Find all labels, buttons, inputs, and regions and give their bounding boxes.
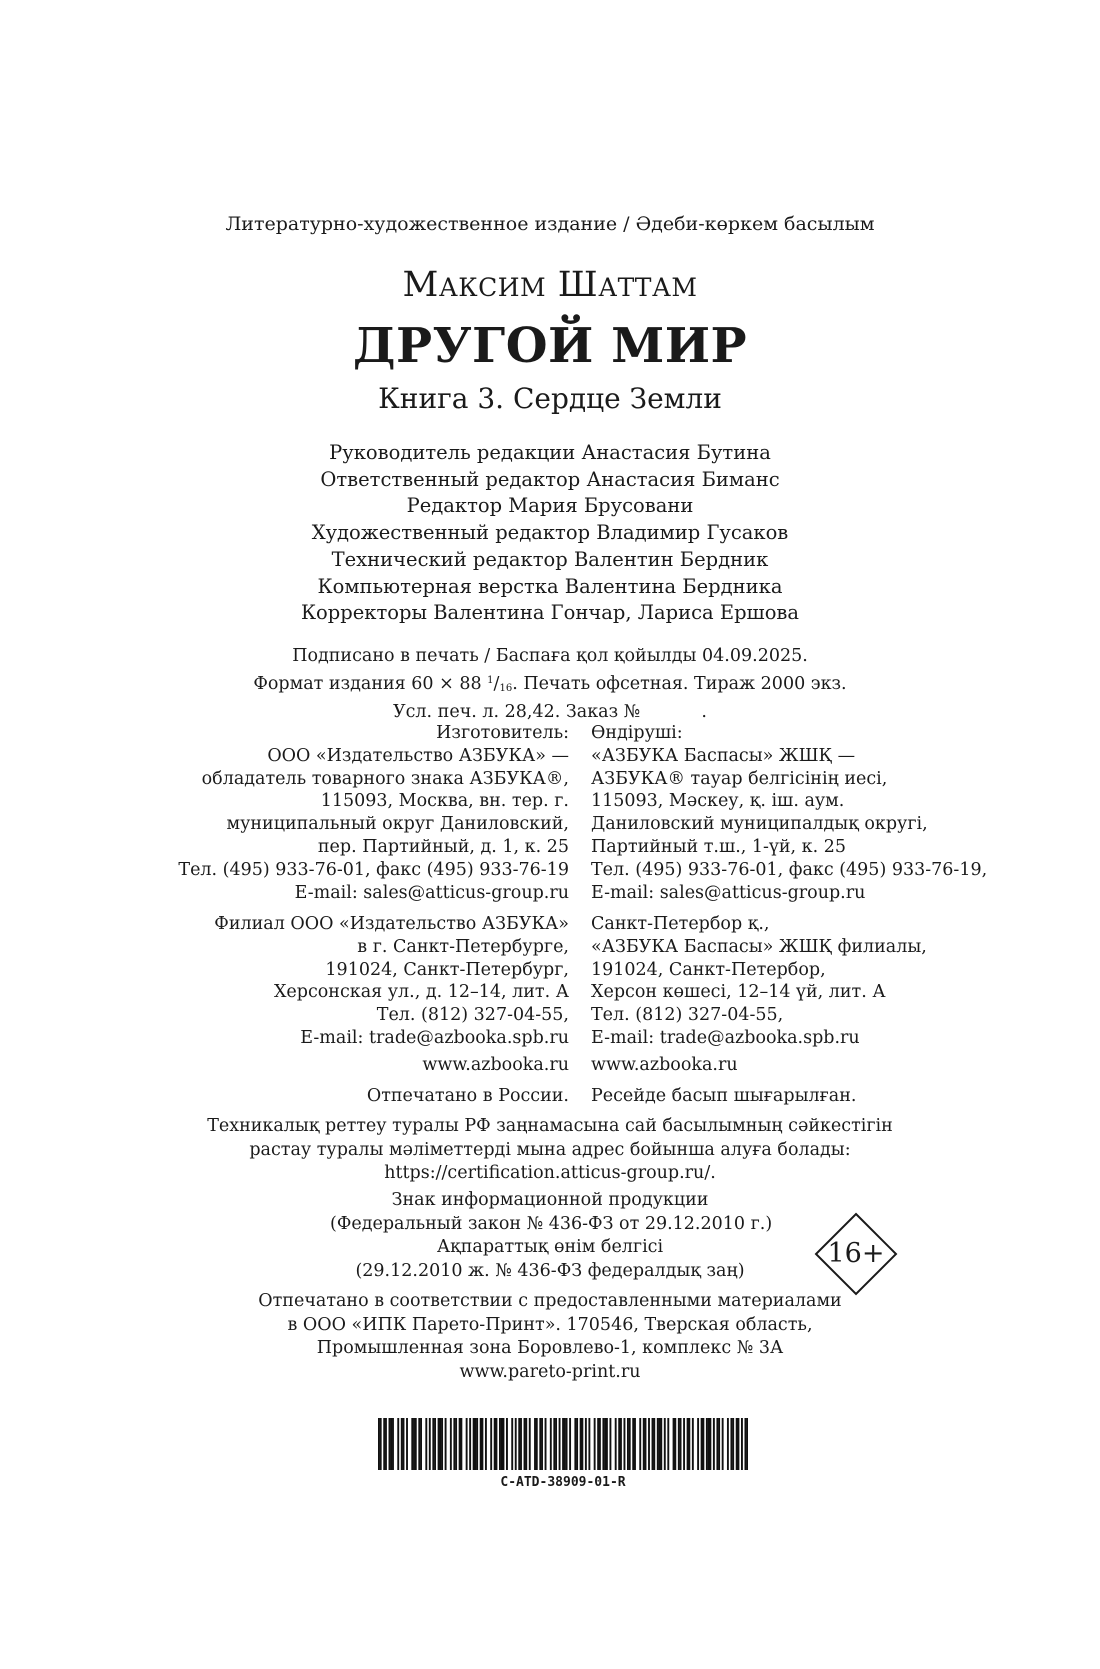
branch-kz-line: Тел. (812) 327-04-55,: [591, 1005, 784, 1026]
barcode-bar: [438, 1418, 440, 1470]
barcode-bar: [667, 1418, 669, 1470]
barcode-bar: [562, 1418, 564, 1470]
credit-line: Корректоры Валентина Гончар, Лариса Ершова: [300, 601, 800, 625]
barcode-bar: [383, 1418, 385, 1470]
branch-kz-line: 191024, Санкт-Петербор,: [591, 959, 826, 980]
barcode-bar: [580, 1418, 582, 1470]
website-kz: www.azbooka.ru: [591, 1055, 738, 1075]
barcode-bar: [459, 1418, 461, 1470]
branch-ru-line: Тел. (812) 327-04-55,: [376, 1005, 569, 1026]
printer-line: Промышленная зона Боровлево-1, комплекс № 3А: [316, 1338, 784, 1358]
barcode-bar: [473, 1418, 475, 1470]
barcode-bar: [708, 1418, 710, 1470]
barcode-bar: [588, 1418, 590, 1470]
barcode-bar: [576, 1418, 578, 1470]
manufacturer-kz-line: 115093, Мәскеу, қ. іш. аум.: [591, 791, 845, 812]
barcode-bar: [439, 1418, 441, 1470]
barcode-bar: [485, 1418, 487, 1470]
barcode-bar: [481, 1418, 483, 1470]
branch-kz-line: Санкт-Петербор қ.,: [591, 914, 770, 934]
barcode-bar: [727, 1418, 729, 1470]
barcode-bar: [657, 1418, 659, 1470]
printer-line: www.pareto-print.ru: [459, 1361, 641, 1382]
barcode-bar: [499, 1418, 501, 1470]
barcode: [378, 1418, 748, 1470]
manufacturer-ru-line: E-mail: sales@atticus-group.ru: [294, 882, 569, 903]
barcode-bar: [495, 1418, 497, 1470]
barcode-bar: [506, 1418, 508, 1470]
barcode-bar: [406, 1418, 408, 1470]
credits-list: [0, 440, 1100, 627]
branch-ru-line: 191024, Санкт-Петербург,: [325, 959, 569, 980]
barcode-bar: [659, 1418, 661, 1470]
credit-line: Компьютерная верстка Валентина Бердника: [317, 574, 783, 598]
manufacturer-ru-line: муниципальный округ Даниловский,: [226, 814, 569, 835]
barcode-bar: [511, 1418, 513, 1470]
barcode-bar: [736, 1418, 738, 1470]
branch-ru-line: в г. Санкт-Петербурге,: [357, 936, 569, 957]
barcode-bar: [673, 1418, 675, 1470]
barcode-bar: [536, 1418, 538, 1470]
certification-line: Техникалық реттеу туралы РФ заңнамасына сай басылымның сәйкестігін: [207, 1116, 893, 1136]
manufacturer-ru-line: 115093, Москва, вн. тер. г.: [320, 791, 569, 812]
barcode-bar: [566, 1418, 568, 1470]
barcode-bar: [688, 1418, 690, 1470]
barcode-bar: [539, 1418, 541, 1470]
manufacturer-kz-line: Тел. (495) 933-76-01, факс (495) 933-76-19,: [591, 859, 988, 880]
barcode-bar: [680, 1418, 682, 1470]
barcode-bar: [618, 1418, 620, 1470]
credit-line: Технический редактор Валентин Бердник: [331, 547, 769, 571]
certification-line: https://certification.atticus-group.ru/.: [384, 1163, 716, 1183]
barcode-bar: [701, 1418, 703, 1470]
info-sign-line: Знак информационной продукции: [391, 1190, 709, 1210]
barcode-bar: [574, 1418, 576, 1470]
barcode-bar: [450, 1418, 452, 1470]
barcode-bar: [441, 1418, 443, 1470]
barcode-bar: [722, 1418, 724, 1470]
barcode-bar: [620, 1418, 622, 1470]
barcode-bar: [706, 1418, 708, 1470]
barcode-bar: [390, 1418, 392, 1470]
website-ru: www.azbooka.ru: [422, 1055, 569, 1075]
barcode-bar: [429, 1418, 431, 1470]
certification-note: [0, 1115, 1100, 1186]
signed-date: Подписано в печать / Баспаға қол қойылды 04.09.2025.: [292, 646, 808, 666]
manufacturer-ru-line: обладатель товарного знака АЗБУКА®,: [201, 768, 569, 789]
barcode-bar: [494, 1418, 496, 1470]
barcode-bar: [420, 1418, 422, 1470]
barcode-bar: [466, 1418, 468, 1470]
info-sign-line: (29.12.2010 ж. № 436-ФЗ федералдық заң): [355, 1260, 745, 1281]
format-fraction: $^1/_{16}$: [487, 673, 513, 694]
format-suffix: . Печать офсетная. Тираж 2000 экз.: [512, 673, 847, 694]
barcode-bar: [480, 1418, 482, 1470]
barcode-bar: [660, 1418, 662, 1470]
manufacturer-ru-line: Тел. (495) 933-76-01, факс (495) 933-76-19: [178, 859, 569, 880]
barcode-bar: [378, 1418, 380, 1470]
barcode-bar: [744, 1418, 746, 1470]
age-rating-badge: [814, 1212, 898, 1296]
barcode-bar: [615, 1418, 617, 1470]
book-subtitle: Книга 3. Сердце Земли: [378, 382, 722, 415]
barcode-bar: [737, 1418, 739, 1470]
printed-in-kz: Ресейде басып шығарылған.: [591, 1086, 857, 1106]
barcode-bar: [746, 1418, 748, 1470]
barcode-bar: [392, 1418, 394, 1470]
barcode-bar: [413, 1418, 415, 1470]
barcode-bar: [401, 1418, 403, 1470]
barcode-bar: [597, 1418, 599, 1470]
branch-ru-line: E-mail: trade@azbooka.spb.ru: [300, 1027, 569, 1048]
barcode-bar: [524, 1418, 526, 1470]
barcode-bar: [643, 1418, 645, 1470]
certification-line: растау туралы мәліметтерді мына адрес бойынша алуға болады:: [249, 1139, 851, 1160]
barcode-bar: [716, 1418, 718, 1470]
barcode-bar: [604, 1418, 606, 1470]
format-denominator: 16: [499, 682, 513, 694]
barcode-bar: [490, 1418, 492, 1470]
barcode-bar: [697, 1418, 699, 1470]
barcode-bar: [389, 1418, 391, 1470]
branch-kz-line: E-mail: trade@azbooka.spb.ru: [591, 1027, 860, 1048]
branch-kz: [591, 913, 927, 1050]
barcode-bar: [518, 1418, 520, 1470]
barcode-bar: [632, 1418, 634, 1470]
manufacturer-kz-line: Даниловский муниципалдық округі,: [591, 814, 928, 835]
manufacturer-kz-line: E-mail: sales@atticus-group.ru: [591, 882, 866, 903]
barcode-bar: [730, 1418, 732, 1470]
barcode-bar: [403, 1418, 405, 1470]
book-title: ДРУГОЙ МИР: [352, 318, 748, 374]
barcode-bar: [534, 1418, 536, 1470]
barcode-bar: [624, 1418, 626, 1470]
barcode-bar: [453, 1418, 455, 1470]
barcode-bar: [732, 1418, 734, 1470]
barcode-bar: [432, 1418, 434, 1470]
barcode-bar: [415, 1418, 417, 1470]
barcode-bar: [553, 1418, 555, 1470]
sheets-order: Усл. печ. л. 28,42. Заказ № .: [392, 701, 707, 722]
barcode-bar: [718, 1418, 720, 1470]
barcode-bar: [692, 1418, 694, 1470]
barcode-bar: [515, 1418, 517, 1470]
barcode-bar: [594, 1418, 596, 1470]
barcode-bar: [434, 1418, 436, 1470]
manufacturer-ru-line: Изготовитель:: [436, 723, 569, 743]
manufacturer-kz-line: «АЗБУКА Баспасы» ЖШҚ —: [591, 745, 856, 766]
format-numerator: 1: [487, 674, 494, 686]
info-sign-line: Ақпараттық өнім белгісі: [436, 1237, 664, 1257]
printer-line: Отпечатано в соответствии с предоставленными материалами: [258, 1291, 842, 1311]
credit-line: Редактор Мария Брусовани: [406, 494, 694, 518]
edition-type: Литературно-художественное издание / Әдеби-көркем басылым: [225, 213, 875, 235]
barcode-bar: [469, 1418, 471, 1470]
barcode-bar: [501, 1418, 503, 1470]
barcode-bar: [564, 1418, 566, 1470]
barcode-bar: [709, 1418, 711, 1470]
manufacturer-ru-line: пер. Партийный, д. 1, к. 25: [317, 836, 569, 857]
barcode-bar: [397, 1418, 399, 1470]
print-info: [0, 645, 1100, 724]
printer-line: в ООО «ИПК Парето-Принт». 170546, Тверская область,: [287, 1314, 813, 1335]
printed-in-ru: Отпечатано в России.: [366, 1086, 569, 1106]
format-line: [0, 669, 1100, 701]
barcode-bar: [503, 1418, 505, 1470]
barcode-bar: [425, 1418, 427, 1470]
branch-kz-line: «АЗБУКА Баспасы» ЖШҚ филиалы,: [591, 936, 927, 957]
manufacturer-ru-line: ООО «Издательство АЗБУКА» —: [267, 745, 569, 766]
barcode-bar: [687, 1418, 689, 1470]
barcode-bar: [525, 1418, 527, 1470]
printer-info: [0, 1290, 1100, 1384]
barcode-bar: [550, 1418, 552, 1470]
barcode-bar: [529, 1418, 531, 1470]
barcode-bar: [648, 1418, 650, 1470]
barcode-bar: [474, 1418, 476, 1470]
barcode-code: C-ATD-38909-01-R: [500, 1475, 626, 1490]
credit-line: Ответственный редактор Анастасия Биманс: [320, 467, 780, 491]
barcode-bar: [411, 1418, 413, 1470]
barcode-bar: [476, 1418, 478, 1470]
barcode-bar: [602, 1418, 604, 1470]
manufacturer-kz-line: Партийный т.ш., 1-үй, к. 25: [591, 836, 846, 857]
barcode-bar: [606, 1418, 608, 1470]
author-name: Максим Шаттам: [402, 265, 698, 305]
info-sign-line: (Федеральный закон № 436-ФЗ от 29.12.2010 г.): [330, 1213, 773, 1234]
barcode-bar: [581, 1418, 583, 1470]
barcode-bar: [609, 1418, 611, 1470]
barcode-bar: [555, 1418, 557, 1470]
barcode-bar: [683, 1418, 685, 1470]
barcode-bar: [460, 1418, 462, 1470]
barcode-bar: [639, 1418, 641, 1470]
barcode-bar: [569, 1418, 571, 1470]
manufacturer-kz: [591, 722, 987, 904]
barcode-bar: [645, 1418, 647, 1470]
barcode-bar: [520, 1418, 522, 1470]
barcode-bar: [678, 1418, 680, 1470]
barcode-bar: [599, 1418, 601, 1470]
age-rating-text: 16+: [827, 1238, 885, 1269]
barcode-bar: [652, 1418, 654, 1470]
barcode-bar: [627, 1418, 629, 1470]
credit-line: Руководитель редакции Анастасия Бутина: [329, 441, 771, 464]
info-product-sign: [330, 1189, 773, 1283]
barcode-bar: [559, 1418, 561, 1470]
barcode-bar: [653, 1418, 655, 1470]
branch-ru-line: Филиал ООО «Издательство АЗБУКА»: [214, 914, 569, 934]
barcode-bar: [585, 1418, 587, 1470]
branch-ru: [214, 913, 569, 1050]
branch-kz-line: Херсон көшесі, 12–14 үй, лит. А: [591, 982, 886, 1003]
barcode-bar: [713, 1418, 715, 1470]
barcode-bar: [418, 1418, 420, 1470]
barcode-bar: [380, 1418, 382, 1470]
barcode-bar: [702, 1418, 704, 1470]
barcode-bar: [445, 1418, 447, 1470]
barcode-bar: [634, 1418, 636, 1470]
branch-ru-line: Херсонская ул., д. 12–14, лит. А: [273, 982, 569, 1003]
barcode-bar: [385, 1418, 387, 1470]
barcode-bar: [674, 1418, 676, 1470]
barcode-bar: [545, 1418, 547, 1470]
format-prefix: Формат издания 60 × 88: [253, 673, 488, 694]
manufacturer-kz-line: Өндіруші:: [591, 723, 683, 743]
barcode-bar: [629, 1418, 631, 1470]
barcode-bar: [455, 1418, 457, 1470]
manufacturer-ru: [178, 722, 569, 904]
manufacturer-kz-line: АЗБУКА® тауар белгісінің иесі,: [591, 768, 888, 789]
barcode-bar: [541, 1418, 543, 1470]
barcode-bar: [741, 1418, 743, 1470]
credit-line: Художественный редактор Владимир Гусаков: [311, 521, 789, 545]
barcode-bar: [664, 1418, 666, 1470]
